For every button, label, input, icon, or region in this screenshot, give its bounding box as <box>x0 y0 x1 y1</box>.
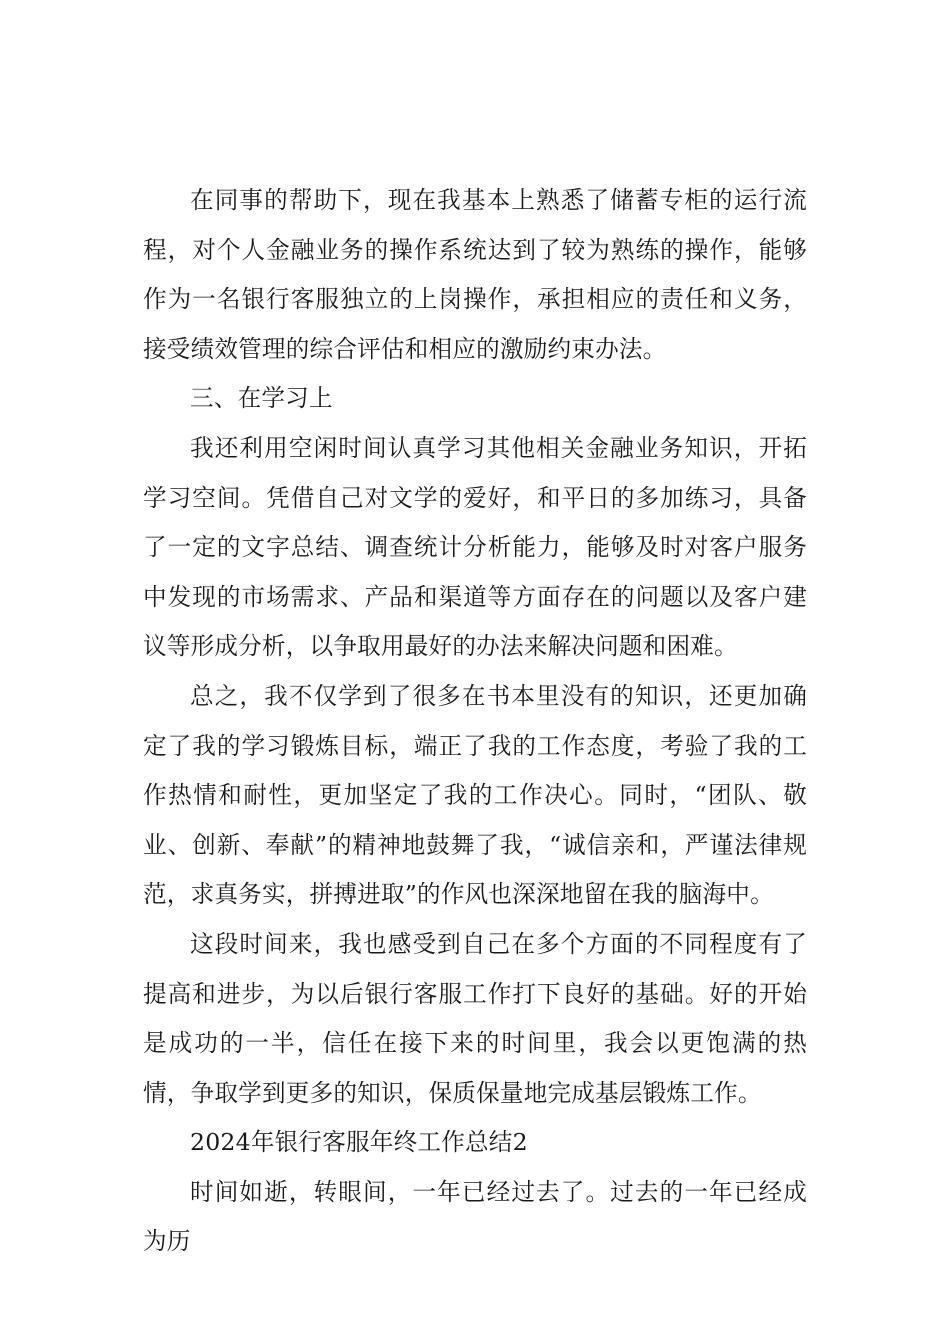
paragraph-outlook: 这段时间来，我也感受到自己在多个方面的不同程度有了提高和进步，为以后银行客服工作打下良好的基础。好的开始是成功的一半，信任在接下来的时间里，我会以更饱满的热情，争取学到更多的知识，保质保量地完成基层锻炼工作。 <box>143 929 807 1107</box>
paragraph-intro-2: 时间如逝，转眼间，一年已经过去了。过去的一年已经成为历 <box>143 1177 807 1256</box>
paragraph-summary: 总之，我不仅学到了很多在书本里没有的知识，还更加确定了我的学习锻炼目标，端正了我的工作态度，考验了我的工作热情和耐性，更加坚定了我的工作决心。同时，“团队、敬业、创新、奉献”的精神地鼓舞了我，“诚信亲和，严谨法律规范，求真务实，拼搏进取”的作风也深深地留在我的脑海中。 <box>143 681 807 909</box>
document-body <box>143 176 807 1267</box>
document-title-2: 2024年银行客服年终工作总结2 <box>190 1128 528 1157</box>
paragraph-skills-progress: 在同事的帮助下，现在我基本上熟悉了储蓄专柜的运行流程，对个人金融业务的操作系统达到了较为熟练的操作，能够作为一名银行客服独立的上岗操作，承担相应的责任和义务，接受绩效管理的综合评估和相应的激励约束办法。 <box>143 186 807 363</box>
paragraph-study: 我还利用空闲时间认真学习其他相关金融业务知识，开拓学习空间。凭借自己对文学的爱好，和平日的多加练习，具备了一定的文字总结、调查统计分析能力，能够及时对客户服务中发现的市场需求、产品和渠道等方面存在的问题以及客户建议等形成分析，以争取用最好的办法来解决问题和困难。 <box>143 433 807 661</box>
section-heading-study: 三、在学习上 <box>190 384 333 413</box>
